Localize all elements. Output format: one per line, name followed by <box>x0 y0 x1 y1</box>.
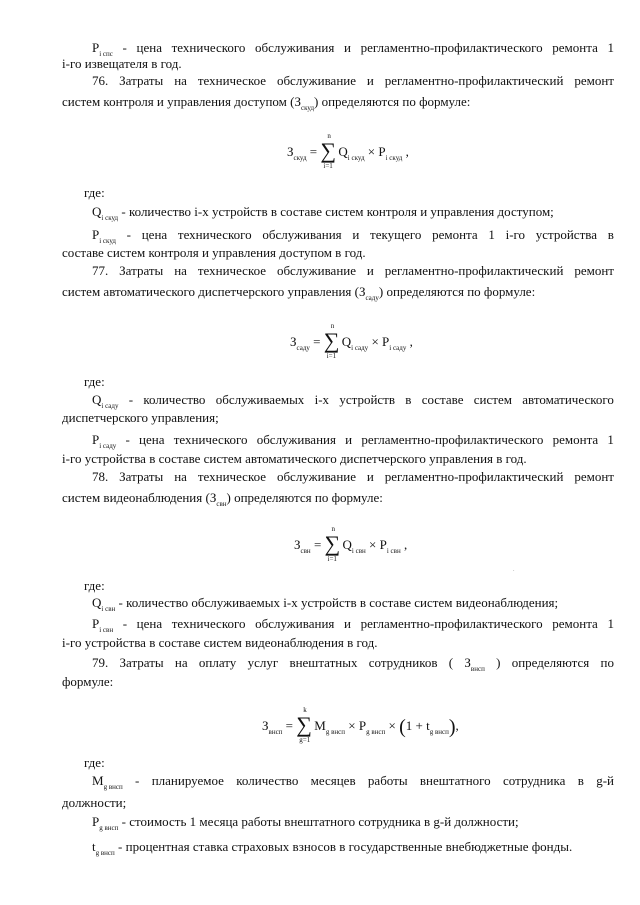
item76-line1-word: обслуживание <box>276 73 356 88</box>
item78-line2-symbol: систем видеонаблюдения ( <box>62 490 210 505</box>
def79-t <box>92 839 572 861</box>
def76-q-symbol: - количество i-х устройств в составе систем контроля и управления доступом; <box>118 204 554 219</box>
p1-line2: i-го извещателя в год. <box>62 56 182 71</box>
def79-m-line1-symbol: M <box>92 773 104 788</box>
def77-p-line2: i-го устройства в составе систем автоматического диспетчерского управления в год. <box>62 451 527 466</box>
price-symbol-symbol: P <box>382 334 390 349</box>
def79-m-line1-word: сотрудника <box>503 773 566 788</box>
sum-upper-limit: k <box>303 706 307 714</box>
def76-p-line1-subscript: i скуд <box>99 237 116 245</box>
item79-line1-word: 79. <box>92 655 109 670</box>
sum-sigma: ∑ <box>296 712 312 737</box>
cost-symbol <box>287 144 307 162</box>
item76-line1-word: 76. <box>92 73 109 88</box>
sum-lower-limit: i=1 <box>323 162 333 170</box>
equals-sign: = <box>306 144 321 159</box>
item77-line2-term <box>358 284 379 302</box>
item77-line2 <box>62 284 535 306</box>
def76-p-line1-word: цена <box>141 227 168 242</box>
def79-m-line1-term <box>92 773 123 795</box>
item76-line2 <box>62 94 470 116</box>
quantity-symbol-symbol: M <box>314 718 326 733</box>
def76-p-line1-word: i-го <box>505 227 526 242</box>
item78-line2-term <box>227 490 383 505</box>
def79-m-line1-word: внештатного <box>419 773 491 788</box>
rate-symbol-symbol: t <box>426 718 430 733</box>
p1-line1-word: регламентно-профилактического <box>360 40 543 55</box>
def79-t-subscript: g внсп <box>95 849 115 857</box>
item78-line2-symbol: З <box>209 490 217 505</box>
def79-p-symbol: P <box>92 814 100 829</box>
def78-p-line1-word: регламентно-профилактического <box>360 616 543 631</box>
multiply-sign: × <box>344 718 359 733</box>
cost-symbol-symbol: З <box>294 537 301 552</box>
def79-m-line1-word: количество <box>236 773 299 788</box>
sum-sigma: ∑ <box>320 138 337 163</box>
item76-line1-word: на <box>174 73 187 88</box>
item77-line2-term <box>379 284 535 299</box>
def79-m-line2: должности; <box>62 795 127 810</box>
def78-q-term <box>115 595 558 610</box>
item76-line1-word: Затраты <box>119 73 164 88</box>
def78-q-symbol: Q <box>92 595 102 610</box>
item77-line1-word: обслуживание <box>276 263 356 278</box>
item79-line1-subscript: внсп <box>470 665 485 673</box>
def78-q <box>92 595 558 617</box>
item77-line2-term <box>62 284 359 299</box>
price-symbol <box>358 718 386 736</box>
item78-line2-term <box>62 490 210 505</box>
def79-m-line1 <box>92 773 614 795</box>
one-term: 1 <box>405 718 413 733</box>
cost-symbol-symbol: З <box>262 718 269 733</box>
multiply-sign: × <box>365 537 380 552</box>
item76-line1-word: ремонт <box>574 73 614 88</box>
quantity-symbol <box>314 718 345 736</box>
def78-p-line2: i-го устройства в составе систем видеонаблюдения в год. <box>62 635 378 650</box>
sum-sigma: ∑ <box>323 328 340 353</box>
item78-line2 <box>62 490 383 512</box>
p1-line1-subscript: i спс <box>99 50 113 58</box>
item78-line1 <box>92 469 614 485</box>
def76-q <box>92 204 554 226</box>
item79-line1-term <box>464 655 484 677</box>
def78-p-line1-word: цена <box>136 616 163 631</box>
sum-upper-limit: n <box>330 322 335 330</box>
def76-p-line1-word: обслуживания <box>262 227 342 242</box>
def79-m-line1-word: g-й <box>596 773 614 788</box>
quantity-symbol-subscript: i скуд <box>347 154 365 162</box>
quantity-symbol <box>341 334 369 352</box>
def77-p-line1-word: ремонта <box>552 432 599 447</box>
def79-m-line1-word: работы <box>367 773 408 788</box>
def77-q-line1-word: обслуживаемых <box>215 392 305 407</box>
quantity-symbol <box>338 144 365 162</box>
where-2: где: <box>84 374 105 389</box>
quantity-symbol <box>342 537 366 555</box>
def77-p-line1-word: технического <box>173 432 248 447</box>
equals-sign: = <box>309 334 324 349</box>
def77-q-line1-word: устройств <box>339 392 395 407</box>
p1-line1-word: цена <box>136 40 162 55</box>
item78-line1-word: на <box>174 469 187 484</box>
def78-p-line1-word: технического <box>171 616 246 631</box>
def76-p-line1-word: в <box>607 227 614 242</box>
sum-lower-limit: i=1 <box>327 555 337 563</box>
item76-line2-symbol: систем контроля и управления доступом ( <box>62 94 295 109</box>
def78-p-line1-word: - <box>122 616 128 631</box>
item78-line2-term <box>209 490 227 508</box>
def79-m-line1-word: - <box>135 773 140 788</box>
def79-p <box>92 814 519 836</box>
quantity-symbol-subscript: g внсп <box>325 728 345 736</box>
price-symbol-subscript: g внсп <box>366 728 386 736</box>
def78-p-line1-word: обслуживания <box>255 616 335 631</box>
def77-q-line1-word: систем <box>473 392 512 407</box>
def77-q-line1-subscript: i саду <box>101 402 119 410</box>
def78-p-line1-word: ремонта <box>552 616 598 631</box>
formula-punctuation: , <box>402 144 409 159</box>
def78-p-line1-word: 1 <box>607 616 614 631</box>
formula-78 <box>294 525 408 563</box>
def77-q-line1-word: - <box>128 392 134 407</box>
equals-sign: = <box>310 537 325 552</box>
item77-line1-word: на <box>174 263 187 278</box>
def77-p-line1-word: - <box>125 432 130 447</box>
p1-line1-word: технического <box>171 40 246 55</box>
multiply-sign: × <box>364 144 379 159</box>
sum-sigma: ∑ <box>324 531 341 556</box>
price-symbol <box>378 144 403 162</box>
def79-m-line1-subscript: g внсп <box>103 783 123 791</box>
def76-p-line1-word: ремонта <box>432 227 478 242</box>
price-symbol-subscript: i свн <box>386 547 401 555</box>
def79-p-term <box>118 814 518 829</box>
item78-line1-word: ремонт <box>574 469 614 484</box>
item79-line1-word: по <box>600 655 614 670</box>
def77-p-line1-word: 1 <box>607 432 614 447</box>
sum-upper-limit: n <box>331 525 336 533</box>
scan-mark: . <box>513 567 515 573</box>
def79-m-line1-word: месяцев <box>310 773 356 788</box>
item76-line1-word: регламентно-профилактический <box>384 73 564 88</box>
item76-line2-term <box>314 94 470 109</box>
rate-symbol <box>426 718 449 736</box>
rate-symbol-subscript: g внсп <box>429 728 449 736</box>
item76-line1-word: техническое <box>197 73 267 88</box>
formula-77 <box>290 322 413 360</box>
item76-line2-subscript: скуд <box>300 104 315 112</box>
item77-line1-word: регламентно-профилактический <box>384 263 564 278</box>
p1-line1-word: обслуживания <box>255 40 335 55</box>
def76-q-subscript: i скуд <box>101 214 119 222</box>
cost-symbol <box>290 334 310 352</box>
item77-line1-word: Затраты <box>119 263 164 278</box>
price-symbol-symbol: P <box>379 537 387 552</box>
def78-p-line1-word: и <box>344 616 351 631</box>
formula-punctuation: , <box>455 718 459 733</box>
multiply-sign: × <box>385 718 400 733</box>
item77-line2-symbol: З <box>358 284 366 299</box>
def77-q-line1-word: количество <box>143 392 206 407</box>
p1-line1-word: 1 <box>607 40 614 55</box>
def76-q-term <box>118 204 554 219</box>
def77-p-line1-word: регламентно-профилактического <box>361 432 544 447</box>
item76-line1-word: и <box>366 73 374 88</box>
item79-line1-word: оплату <box>198 655 237 670</box>
quantity-symbol-subscript: i саду <box>351 344 369 352</box>
item77-line1 <box>92 263 614 279</box>
def78-p-line1-symbol: P <box>92 616 100 631</box>
def79-t-term <box>115 839 572 854</box>
plus-sign: + <box>412 718 427 733</box>
item77-line1-word: и <box>366 263 374 278</box>
sum-operator <box>323 322 342 360</box>
def78-q-term <box>92 595 116 613</box>
def78-q-subscript: i свн <box>101 605 116 613</box>
def76-p-line1-word: текущего <box>370 227 422 242</box>
item76-line2-symbol: З <box>294 94 301 109</box>
sum-operator <box>320 132 338 170</box>
def76-p-line1-word: 1 <box>488 227 495 242</box>
cost-symbol-subscript: скуд <box>293 154 307 162</box>
item77-line1-word: ремонт <box>574 263 614 278</box>
equals-sign: = <box>282 718 297 733</box>
def79-t-symbol: - процентная ставка страховых взносов в государственные внебюджетные фонды. <box>114 839 573 854</box>
def77-q-line1-word: i-х <box>314 392 330 407</box>
sum-upper-limit: n <box>327 132 331 140</box>
def78-q-symbol: - количество обслуживаемых i-х устройств в составе систем видеонаблюдения; <box>115 595 559 610</box>
def76-p-line1-symbol: P <box>92 227 100 242</box>
price-symbol-symbol: P <box>378 144 386 159</box>
def76-p-line1-word: и <box>352 227 360 242</box>
item78-line1-word: и <box>366 469 374 484</box>
item76-line2-symbol: ) определяются по формуле: <box>314 94 471 109</box>
price-symbol <box>382 334 407 352</box>
where-4: где: <box>84 755 105 770</box>
formula-punctuation: , <box>406 334 413 349</box>
sum-operator <box>296 706 314 744</box>
formula-79 <box>262 706 459 744</box>
item78-line2-symbol: ) определяются по формуле: <box>226 490 383 505</box>
where-3: где: <box>84 578 105 593</box>
price-symbol-subscript: i саду <box>389 344 407 352</box>
cost-symbol-symbol: З <box>287 144 294 159</box>
def79-m-line1-word: в <box>577 773 584 788</box>
item78-line2-subscript: свн <box>216 500 227 508</box>
quantity-symbol-subscript: i свн <box>351 547 366 555</box>
open-paren: ( <box>399 716 406 738</box>
item76-line2-term <box>62 94 294 109</box>
item79-line2: формуле: <box>62 674 114 689</box>
item79-line1-word: ) <box>496 655 501 670</box>
where-1: где: <box>84 185 105 200</box>
item79-line1-word: на <box>174 655 188 670</box>
def76-p-line1-word: устройства <box>535 227 597 242</box>
item77-line2-symbol: ) определяются по формуле: <box>378 284 536 299</box>
def79-t-term <box>92 839 115 857</box>
def77-p-line1-word: цена <box>139 432 165 447</box>
item78-line1-word: обслуживание <box>276 469 356 484</box>
def76-p-line1-word: - <box>126 227 132 242</box>
cost-symbol-subscript: свн <box>300 547 311 555</box>
item78-line1-word: регламентно-профилактический <box>384 469 564 484</box>
quantity-symbol-symbol: Q <box>342 537 352 552</box>
def79-t-symbol: t <box>92 839 96 854</box>
item77-line1-word: техническое <box>197 263 267 278</box>
item77-line2-subscript: садy <box>365 294 379 302</box>
sum-operator <box>324 525 343 563</box>
item76-line2-term <box>294 94 315 112</box>
cost-symbol <box>294 537 311 555</box>
close-paren: ) <box>448 716 456 738</box>
item78-line1-word: 78. <box>92 469 109 484</box>
item78-line1-word: техническое <box>197 469 267 484</box>
def76-q-term <box>92 204 119 222</box>
p1-line1-symbol: P <box>92 40 100 55</box>
quantity-symbol-symbol: Q <box>341 334 352 349</box>
def79-p-symbol: - стоимость 1 месяца работы внештатного сотрудника в g-й должности; <box>118 814 519 829</box>
sum-lower-limit: g=1 <box>299 736 311 744</box>
item79-line1-word: внештатных <box>289 655 358 670</box>
p1-line1-word: и <box>343 40 351 55</box>
def77-q-line2: диспетчерского управления; <box>62 410 219 425</box>
quantity-symbol-symbol: Q <box>338 144 348 159</box>
item76-line1 <box>92 73 614 89</box>
cost-symbol-subscript: саду <box>296 344 310 352</box>
def79-m-line1-word: планируемое <box>151 773 224 788</box>
def77-q-line1-symbol: Q <box>92 392 102 407</box>
item79-line1-word: услуг <box>247 655 279 670</box>
p1-line1-word: ремонта <box>552 40 598 55</box>
sum-lower-limit: i=1 <box>326 352 337 360</box>
p1-line1-word: - <box>122 40 127 55</box>
item79-line1-word: Затраты <box>119 655 164 670</box>
multiply-sign: × <box>368 334 383 349</box>
def77-p-line1-subscript: i саду <box>99 442 117 450</box>
cost-symbol-symbol: З <box>290 334 297 349</box>
formula-76 <box>287 132 409 170</box>
def79-p-term <box>92 814 119 832</box>
def76-p-line2: составе систем контроля и управления доступом в год. <box>62 245 366 260</box>
item77-line1-word: 77. <box>92 263 109 278</box>
item79-line1-word: сотрудников <box>368 655 438 670</box>
def77-p-line1-symbol: P <box>92 432 100 447</box>
price-symbol <box>379 537 401 555</box>
item79-line1 <box>92 655 614 677</box>
def77-p-line1-word: и <box>345 432 353 447</box>
item79-line1-word: ( <box>448 655 454 670</box>
def77-q-line1-word: автоматического <box>522 392 614 407</box>
def79-p-subscript: g внсп <box>99 824 119 832</box>
price-symbol-symbol: P <box>358 718 367 733</box>
def78-p-line1-subscript: i свн <box>99 626 114 634</box>
def77-q-line1-word: в <box>405 392 412 407</box>
item77-line2-symbol: систем автоматического диспетчерского управления ( <box>62 284 359 299</box>
cost-symbol <box>262 718 283 736</box>
def76-q-symbol: Q <box>92 204 102 219</box>
def77-p-line1-word: обслуживания <box>256 432 336 447</box>
item79-line1-symbol: З <box>464 655 471 670</box>
def77-q-line1-word: составе <box>421 392 464 407</box>
item79-line1-word: определяются <box>511 655 590 670</box>
formula-punctuation: , <box>400 537 408 552</box>
item78-line1-word: Затраты <box>119 469 164 484</box>
cost-symbol-subscript: внсп <box>268 728 283 736</box>
def76-p-line1-word: технического <box>177 227 252 242</box>
price-symbol-subscript: i скуд <box>385 154 403 162</box>
